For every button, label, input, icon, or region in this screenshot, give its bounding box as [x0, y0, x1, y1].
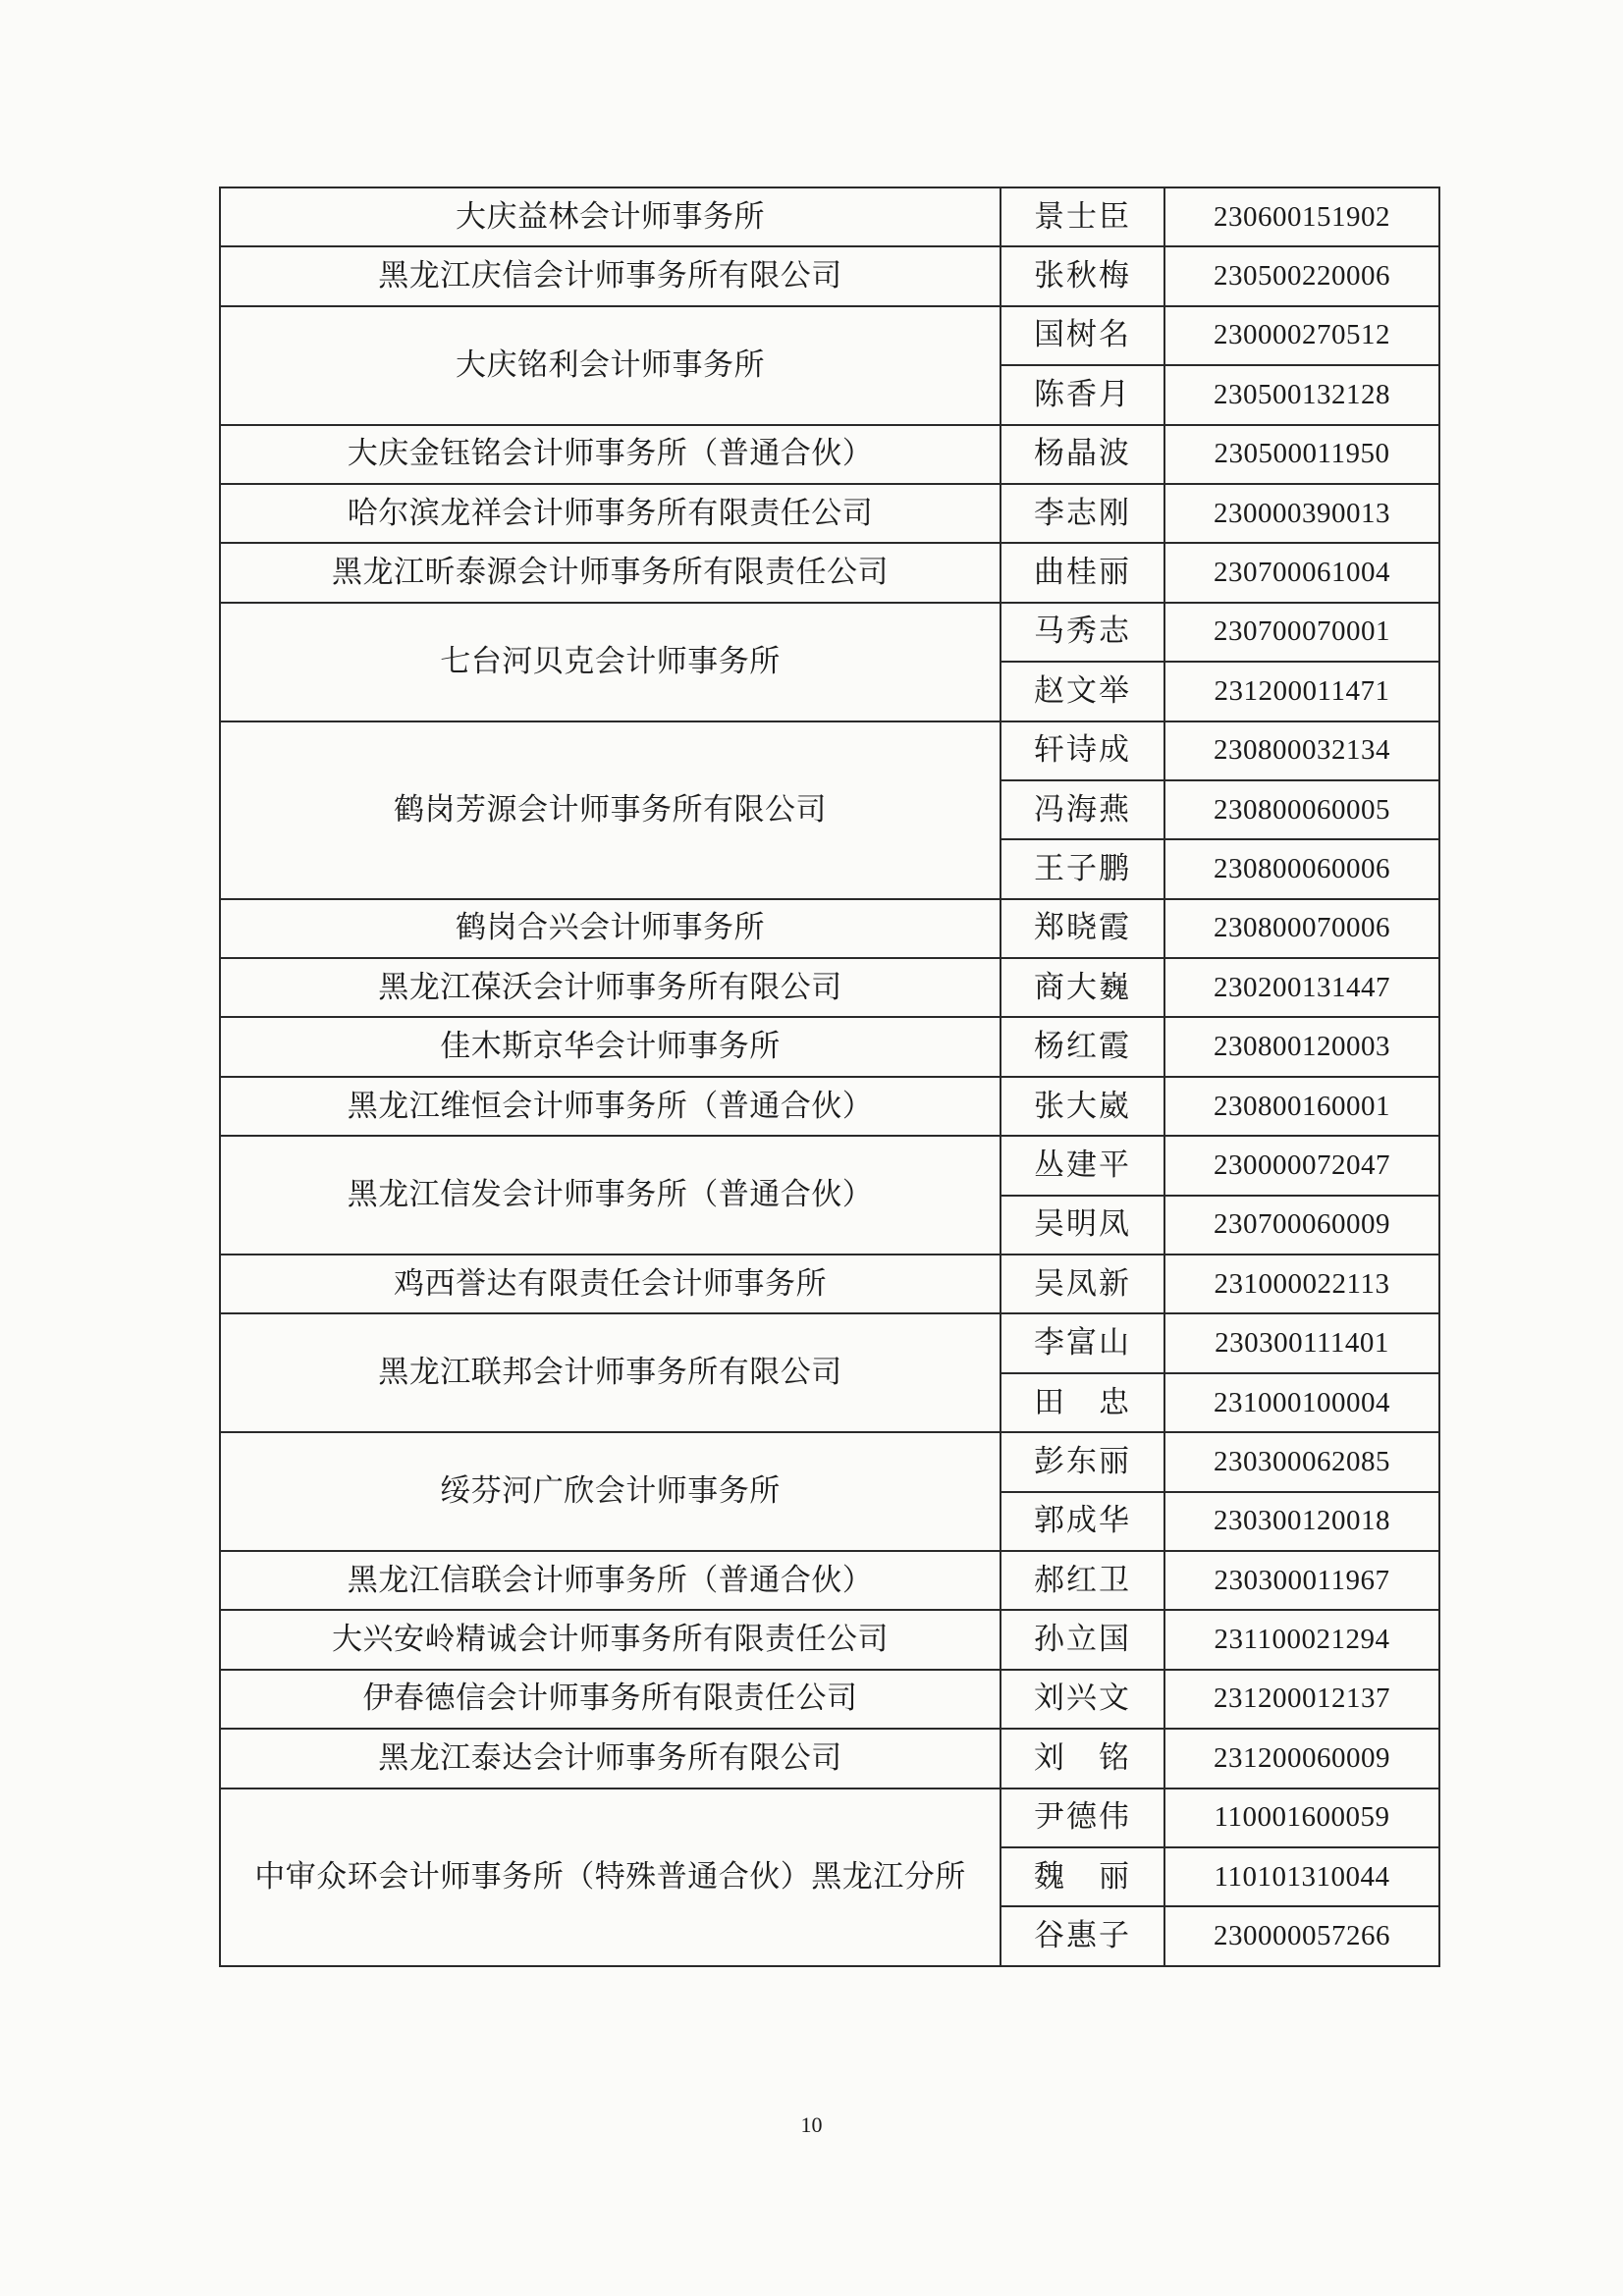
accountant-name-cell: 郭成华 — [1001, 1492, 1164, 1551]
certificate-number-cell: 230800120003 — [1164, 1017, 1439, 1076]
certificate-number-cell: 230800060006 — [1164, 839, 1439, 898]
certificate-number-cell: 231200012137 — [1164, 1670, 1439, 1729]
table-row — [220, 721, 1439, 780]
table-row — [220, 1729, 1439, 1788]
certificate-number-cell: 230000390013 — [1164, 484, 1439, 543]
accountant-name-cell: 彭东丽 — [1001, 1432, 1164, 1491]
accountant-name-cell: 冯海燕 — [1001, 780, 1164, 839]
certificate-number-cell: 231200060009 — [1164, 1729, 1439, 1788]
roster-body — [220, 187, 1439, 1966]
accountant-name-cell: 杨红霞 — [1001, 1017, 1164, 1076]
certificate-number-cell: 230500011950 — [1164, 425, 1439, 484]
accountant-name-cell: 景士臣 — [1001, 187, 1164, 246]
firm-name-cell: 中审众环会计师事务所（特殊普通合伙）黑龙江分所 — [220, 1789, 1001, 1966]
accountant-name-cell: 刘 铭 — [1001, 1729, 1164, 1788]
certificate-number-cell: 231200011471 — [1164, 662, 1439, 721]
accountant-name-cell: 谷惠子 — [1001, 1906, 1164, 1965]
accountant-name-cell: 吴凤新 — [1001, 1255, 1164, 1313]
table-row — [220, 1670, 1439, 1729]
firm-name-cell: 鹤岗合兴会计师事务所 — [220, 899, 1001, 958]
accountant-name-cell: 李志刚 — [1001, 484, 1164, 543]
firm-name-cell: 黑龙江昕泰源会计师事务所有限责任公司 — [220, 543, 1001, 602]
certificate-number-cell: 230000072047 — [1164, 1136, 1439, 1195]
certificate-number-cell: 110001600059 — [1164, 1789, 1439, 1847]
accountant-name-cell: 张秋梅 — [1001, 246, 1164, 305]
accountant-name-cell: 王子鹏 — [1001, 839, 1164, 898]
firm-name-cell: 绥芬河广欣会计师事务所 — [220, 1432, 1001, 1551]
firm-name-cell: 七台河贝克会计师事务所 — [220, 603, 1001, 721]
accountant-name-cell: 刘兴文 — [1001, 1670, 1164, 1729]
certificate-number-cell: 230800160001 — [1164, 1077, 1439, 1136]
firm-name-cell: 黑龙江泰达会计师事务所有限公司 — [220, 1729, 1001, 1788]
certificate-number-cell: 230300111401 — [1164, 1313, 1439, 1372]
certificate-number-cell: 230800032134 — [1164, 721, 1439, 780]
accountant-name-cell: 郑晓霞 — [1001, 899, 1164, 958]
table-row — [220, 187, 1439, 246]
accountant-name-cell: 田 忠 — [1001, 1373, 1164, 1432]
certificate-number-cell: 230700061004 — [1164, 543, 1439, 602]
certificate-number-cell: 230000270512 — [1164, 306, 1439, 365]
firm-name-cell: 黑龙江庆信会计师事务所有限公司 — [220, 246, 1001, 305]
certificate-number-cell: 230300120018 — [1164, 1492, 1439, 1551]
accountant-name-cell: 杨晶波 — [1001, 425, 1164, 484]
table-row — [220, 1077, 1439, 1136]
accountant-name-cell: 郝红卫 — [1001, 1551, 1164, 1610]
accountant-name-cell: 李富山 — [1001, 1313, 1164, 1372]
accountant-name-cell: 孙立国 — [1001, 1610, 1164, 1669]
accountant-name-cell: 尹德伟 — [1001, 1789, 1164, 1847]
firm-name-cell: 大庆益林会计师事务所 — [220, 187, 1001, 246]
firm-name-cell: 大兴安岭精诚会计师事务所有限责任公司 — [220, 1610, 1001, 1669]
accountant-roster-table — [219, 187, 1440, 1967]
firm-name-cell: 佳木斯京华会计师事务所 — [220, 1017, 1001, 1076]
certificate-number-cell: 110101310044 — [1164, 1847, 1439, 1906]
page-number: 10 — [800, 2112, 823, 2137]
table-row — [220, 1789, 1439, 1847]
firm-name-cell: 大庆金钰铭会计师事务所（普通合伙） — [220, 425, 1001, 484]
accountant-name-cell: 商大巍 — [1001, 958, 1164, 1017]
firm-name-cell: 鸡西誉达有限责任会计师事务所 — [220, 1255, 1001, 1313]
table-row — [220, 1255, 1439, 1313]
certificate-number-cell: 230800070006 — [1164, 899, 1439, 958]
accountant-name-cell: 国树名 — [1001, 306, 1164, 365]
table-row — [220, 603, 1439, 662]
certificate-number-cell: 231100021294 — [1164, 1610, 1439, 1669]
accountant-name-cell: 曲桂丽 — [1001, 543, 1164, 602]
accountant-name-cell: 轩诗成 — [1001, 721, 1164, 780]
accountant-name-cell: 赵文举 — [1001, 662, 1164, 721]
table-row — [220, 1017, 1439, 1076]
table-row — [220, 543, 1439, 602]
firm-name-cell: 黑龙江信联会计师事务所（普通合伙） — [220, 1551, 1001, 1610]
certificate-number-cell: 230300062085 — [1164, 1432, 1439, 1491]
certificate-number-cell: 230000057266 — [1164, 1906, 1439, 1965]
table-row — [220, 1432, 1439, 1491]
firm-name-cell: 黑龙江信发会计师事务所（普通合伙） — [220, 1136, 1001, 1255]
accountant-name-cell: 吴明凤 — [1001, 1196, 1164, 1255]
table-row — [220, 425, 1439, 484]
table-row — [220, 958, 1439, 1017]
firm-name-cell: 鹤岗芳源会计师事务所有限公司 — [220, 721, 1001, 899]
certificate-number-cell: 230500220006 — [1164, 246, 1439, 305]
firm-name-cell: 黑龙江联邦会计师事务所有限公司 — [220, 1313, 1001, 1432]
certificate-number-cell: 231000022113 — [1164, 1255, 1439, 1313]
table-row — [220, 246, 1439, 305]
table-row — [220, 1610, 1439, 1669]
certificate-number-cell: 231000100004 — [1164, 1373, 1439, 1432]
accountant-name-cell: 张大崴 — [1001, 1077, 1164, 1136]
table-row — [220, 899, 1439, 958]
table-row — [220, 1313, 1439, 1372]
accountant-name-cell: 魏 丽 — [1001, 1847, 1164, 1906]
accountant-name-cell: 马秀志 — [1001, 603, 1164, 662]
table-row — [220, 1551, 1439, 1610]
firm-name-cell: 伊春德信会计师事务所有限责任公司 — [220, 1670, 1001, 1729]
firm-name-cell: 哈尔滨龙祥会计师事务所有限责任公司 — [220, 484, 1001, 543]
certificate-number-cell: 230300011967 — [1164, 1551, 1439, 1610]
certificate-number-cell: 230800060005 — [1164, 780, 1439, 839]
accountant-name-cell: 陈香月 — [1001, 365, 1164, 424]
certificate-number-cell: 230700070001 — [1164, 603, 1439, 662]
certificate-number-cell: 230600151902 — [1164, 187, 1439, 246]
firm-name-cell: 黑龙江葆沃会计师事务所有限公司 — [220, 958, 1001, 1017]
table-row — [220, 484, 1439, 543]
firm-name-cell: 大庆铭利会计师事务所 — [220, 306, 1001, 425]
firm-name-cell: 黑龙江维恒会计师事务所（普通合伙） — [220, 1077, 1001, 1136]
certificate-number-cell: 230500132128 — [1164, 365, 1439, 424]
certificate-number-cell: 230700060009 — [1164, 1196, 1439, 1255]
table-row — [220, 1136, 1439, 1195]
certificate-number-cell: 230200131447 — [1164, 958, 1439, 1017]
accountant-name-cell: 丛建平 — [1001, 1136, 1164, 1195]
table-row — [220, 306, 1439, 365]
